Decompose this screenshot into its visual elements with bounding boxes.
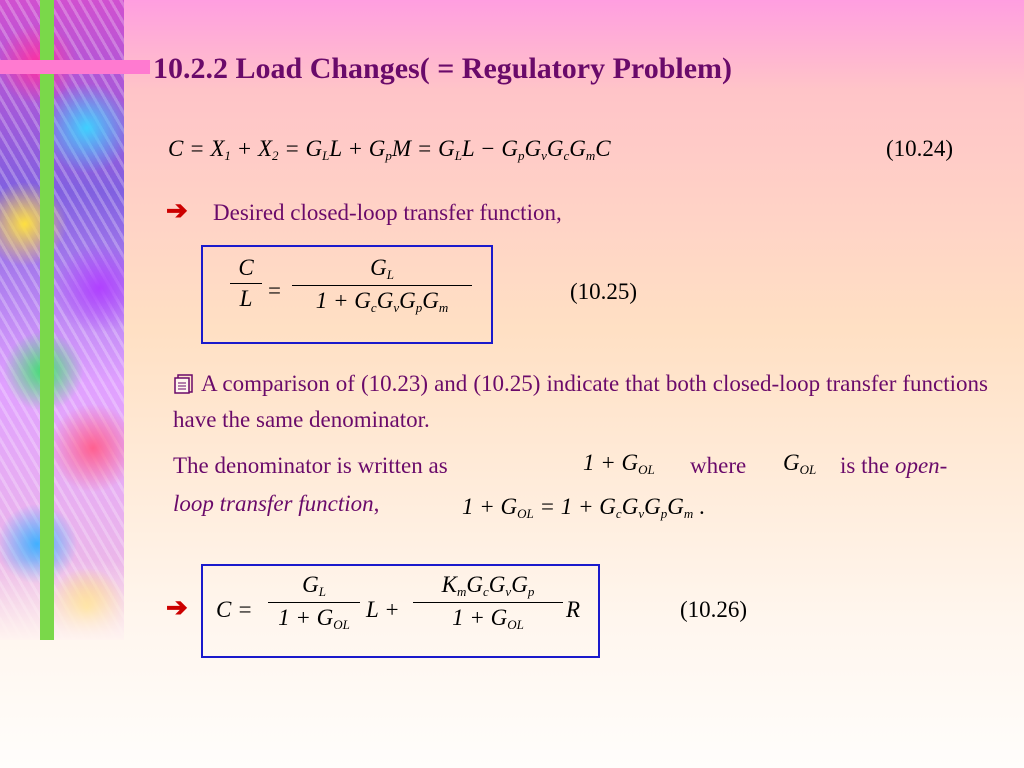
eq-sub: c — [615, 506, 622, 521]
eq-text: = 1 + G — [533, 494, 616, 519]
eq-sub: v — [541, 148, 547, 163]
decorative-horizontal-bar — [0, 60, 150, 74]
eq-text: L + G — [329, 136, 386, 161]
comma: , — [373, 491, 380, 516]
frac-den: 1 + G — [452, 605, 508, 630]
frac-num: K — [441, 572, 457, 597]
arrow-icon: ➔ — [166, 593, 188, 622]
eq-text: G — [783, 450, 800, 475]
eq-sub: L — [318, 584, 326, 599]
frac-den: 1 + G — [315, 288, 371, 313]
eq-sub: OL — [507, 617, 524, 632]
eq-text: G — [644, 494, 661, 519]
equation-number-10-24: (10.24) — [886, 136, 954, 161]
decorative-vertical-bar — [40, 0, 54, 640]
eq-sub: L — [322, 148, 330, 163]
eq-sub: p — [517, 148, 525, 163]
frac-den: 1 + G — [278, 605, 334, 630]
gol-symbol — [783, 450, 816, 478]
l-plus: L + — [366, 597, 400, 622]
eq-sub: L — [454, 148, 462, 163]
equation-number-10-26: (10.26) — [680, 597, 748, 622]
eq-sub: c — [563, 148, 570, 163]
denominator-text: The denominator is written as — [173, 453, 448, 478]
eq-sub: 2 — [272, 148, 279, 163]
gol-equation — [462, 494, 705, 522]
frac-num: G — [511, 572, 528, 597]
eq-sub: v — [505, 584, 512, 599]
equals-sign: = — [268, 278, 281, 303]
den-expression — [583, 450, 655, 478]
eq-sub: m — [438, 300, 449, 315]
eq-sub: p — [527, 584, 535, 599]
desired-text: Desired closed-loop transfer function, — [213, 200, 562, 225]
eq-sub: m — [585, 148, 596, 163]
open-loop-line — [173, 491, 379, 517]
frac-num: G — [466, 572, 484, 597]
comparison-text: A comparison of (10.23) and (10.25) indicate that both closed-loop transfer functions have the same denominator. — [173, 371, 988, 432]
eq-text: G — [667, 494, 684, 519]
eq-sub: v — [393, 300, 400, 315]
equation-10-24 — [168, 136, 611, 164]
eq-sub: 1 — [224, 148, 231, 163]
frac-den: G — [376, 288, 394, 313]
eq-text: + X — [230, 136, 272, 161]
eq-text: = G — [278, 136, 323, 161]
eq-text: G — [524, 136, 542, 161]
where-text: where — [690, 453, 747, 478]
fraction-line — [230, 283, 262, 284]
period: . — [699, 494, 705, 519]
eq-sub: m — [457, 584, 467, 599]
decorative-strip-fade — [0, 560, 124, 640]
open-loop-part-2: loop transfer function — [173, 491, 374, 516]
equation-number-10-25: (10.25) — [570, 279, 638, 304]
frac-num: G — [488, 572, 506, 597]
frac-den: L — [239, 286, 253, 311]
eq-text: C — [595, 136, 611, 161]
eq-sub: p — [415, 300, 423, 315]
eq-sub: m — [683, 506, 694, 521]
eq-text: C = X — [168, 136, 225, 161]
fraction-line — [292, 285, 472, 286]
eq-text: M = G — [391, 136, 455, 161]
c-equals: C = — [216, 597, 253, 622]
eq-text: G — [621, 494, 639, 519]
eq-sub: OL — [517, 506, 534, 521]
is-the-text — [840, 453, 947, 479]
eq-text: L − G — [461, 136, 518, 161]
eq-text: 1 + G — [462, 494, 518, 519]
frac-num: G — [370, 255, 387, 280]
fraction-line — [413, 602, 563, 603]
comparison-paragraph — [173, 366, 988, 438]
is-the: is the — [840, 453, 890, 478]
frac-num: C — [238, 255, 254, 280]
open-loop-part-1: open- — [894, 453, 948, 478]
r-symbol: R — [566, 597, 581, 622]
eq-sub: v — [638, 506, 645, 521]
eq-text: G — [546, 136, 564, 161]
decorative-strip — [0, 0, 124, 640]
frac-den: G — [422, 288, 439, 313]
eq-sub: L — [386, 267, 394, 282]
frac-num: G — [302, 572, 319, 597]
eq-sub: OL — [638, 462, 655, 477]
fraction-gl-over-den — [292, 255, 472, 316]
fraction-kmgcgvgp-over-gol — [413, 572, 563, 633]
eq-text: G — [569, 136, 586, 161]
eq-sub: OL — [333, 617, 350, 632]
frac-den: G — [399, 288, 416, 313]
eq-sub: p — [385, 148, 392, 163]
eq-sub: c — [370, 300, 377, 315]
arrow-icon: ➔ — [166, 196, 188, 225]
notepad-icon — [173, 369, 195, 391]
eq-sub: OL — [799, 462, 817, 477]
fraction-line — [268, 602, 360, 603]
slide-title: 10.2.2 Load Changes( = Regulatory Problem) — [153, 52, 733, 85]
eq-sub: c — [483, 584, 489, 599]
fraction-gl-over-gol — [268, 572, 360, 633]
eq-text: 1 + G — [583, 450, 639, 475]
eq-sub: p — [660, 506, 668, 521]
fraction-c-over-l — [230, 255, 262, 312]
